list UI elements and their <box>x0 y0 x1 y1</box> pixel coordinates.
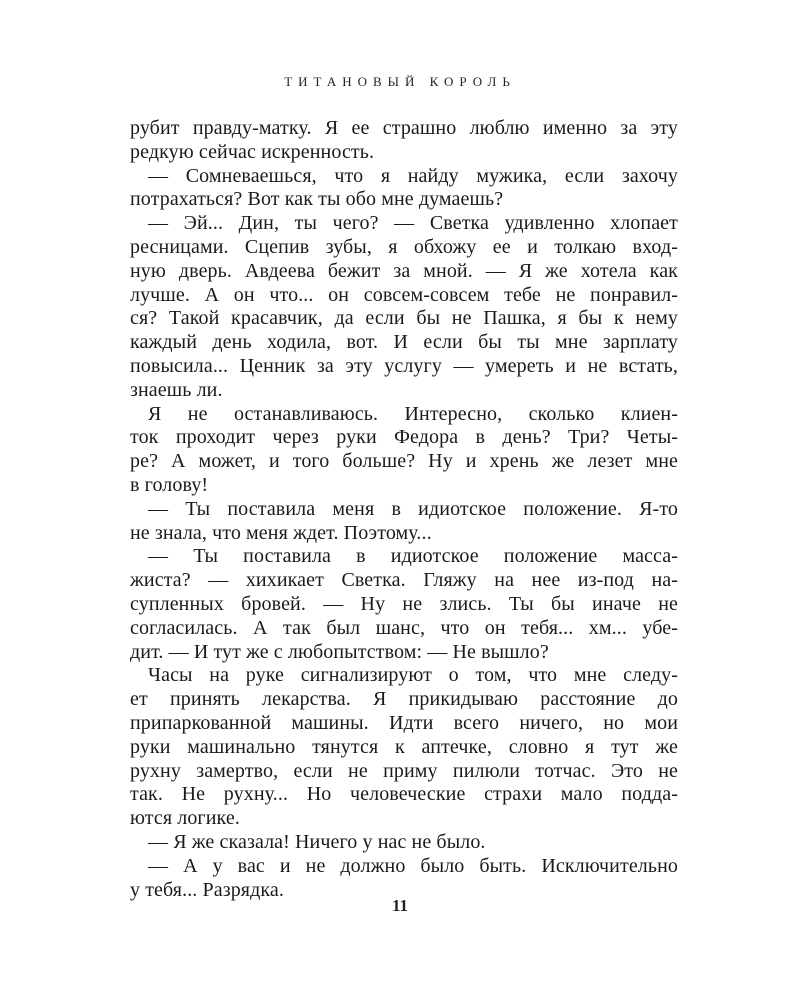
text-line: жиста? — хихикает Светка. Гляжу на нее из-под на- <box>130 569 678 592</box>
text-line: ную дверь. Авдеева бежит за мной. — Я же хотела как <box>130 259 678 282</box>
text-line: припаркованной машины. Идти всего ничего, но мои <box>130 711 678 734</box>
text-line: ток проходит через руки Федора в день? Три? Четы- <box>130 426 678 449</box>
text-line: дит. — И тут же с любопытством: — Не вышло? <box>130 640 549 663</box>
text-line: согласилась. А так был шанс, что он тебя... хм... убе- <box>130 616 678 639</box>
text-line: каждый день ходила, вот. И если бы ты мне зарплату <box>130 331 678 354</box>
text-line: — Сомневаешься, что я найду мужика, если захочу <box>148 164 678 187</box>
text-line: не знала, что меня ждет. Поэтому... <box>130 521 432 544</box>
text-line: руки машинально тянутся к аптечке, словно я тут же <box>130 735 678 758</box>
text-line: редкую сейчас искренность. <box>130 140 375 163</box>
text-line: так. Не рухну... Но человеческие страхи мало подда- <box>130 783 678 806</box>
text-line: ре? А может, и того больше? Ну и хрень же лезет мне <box>130 450 678 473</box>
text-line: — Ты поставила в идиотское положение масса- <box>148 545 678 568</box>
text-line: знаешь ли. <box>130 378 223 401</box>
text-line: — Эй... Дин, ты чего? — Светка удивленно хлопает <box>148 212 678 235</box>
text-line: Я не останавливаюсь. Интересно, сколько клиен- <box>148 402 678 425</box>
text-line: ет принять лекарства. Я прикидываю расстояние до <box>130 688 678 711</box>
text-line: ются логике. <box>130 807 240 830</box>
body-text <box>130 117 678 902</box>
text-line: потрахаться? Вот как ты обо мне думаешь? <box>130 188 504 211</box>
text-line: Часы на руке сигнализируют о том, что мне следу- <box>148 664 678 687</box>
page-number: 11 <box>391 896 409 915</box>
text-line: в голову! <box>130 473 209 496</box>
text-line: ся? Такой красавчик, да если бы не Пашка, я бы к нему <box>130 307 678 330</box>
text-line: лучше. А он что... он совсем-совсем тебе не понравил- <box>130 283 678 306</box>
text-line: — А у вас и не должно было быть. Исключительно <box>148 854 678 877</box>
running-head: ТИТАНОВЫЙ КОРОЛЬ <box>284 74 516 89</box>
text-line: рубит правду-матку. Я ее страшно люблю именно за эту <box>130 117 678 139</box>
text-line: — Я же сказала! Ничего у нас не было. <box>148 830 486 853</box>
text-line: рухну замертво, если не приму пилюли тотчас. Это не <box>130 759 678 782</box>
text-line: — Ты поставила меня в идиотское положение. Я-то <box>148 497 678 520</box>
text-line: у тебя... Разрядка. <box>130 878 284 901</box>
text-line: ресницами. Сцепив зубы, я обхожу ее и толкаю вход- <box>130 235 678 258</box>
text-line: повысила... Ценник за эту услугу — умереть и не встать, <box>130 354 678 377</box>
text-line: супленных бровей. — Ну не злись. Ты бы иначе не <box>130 592 678 615</box>
